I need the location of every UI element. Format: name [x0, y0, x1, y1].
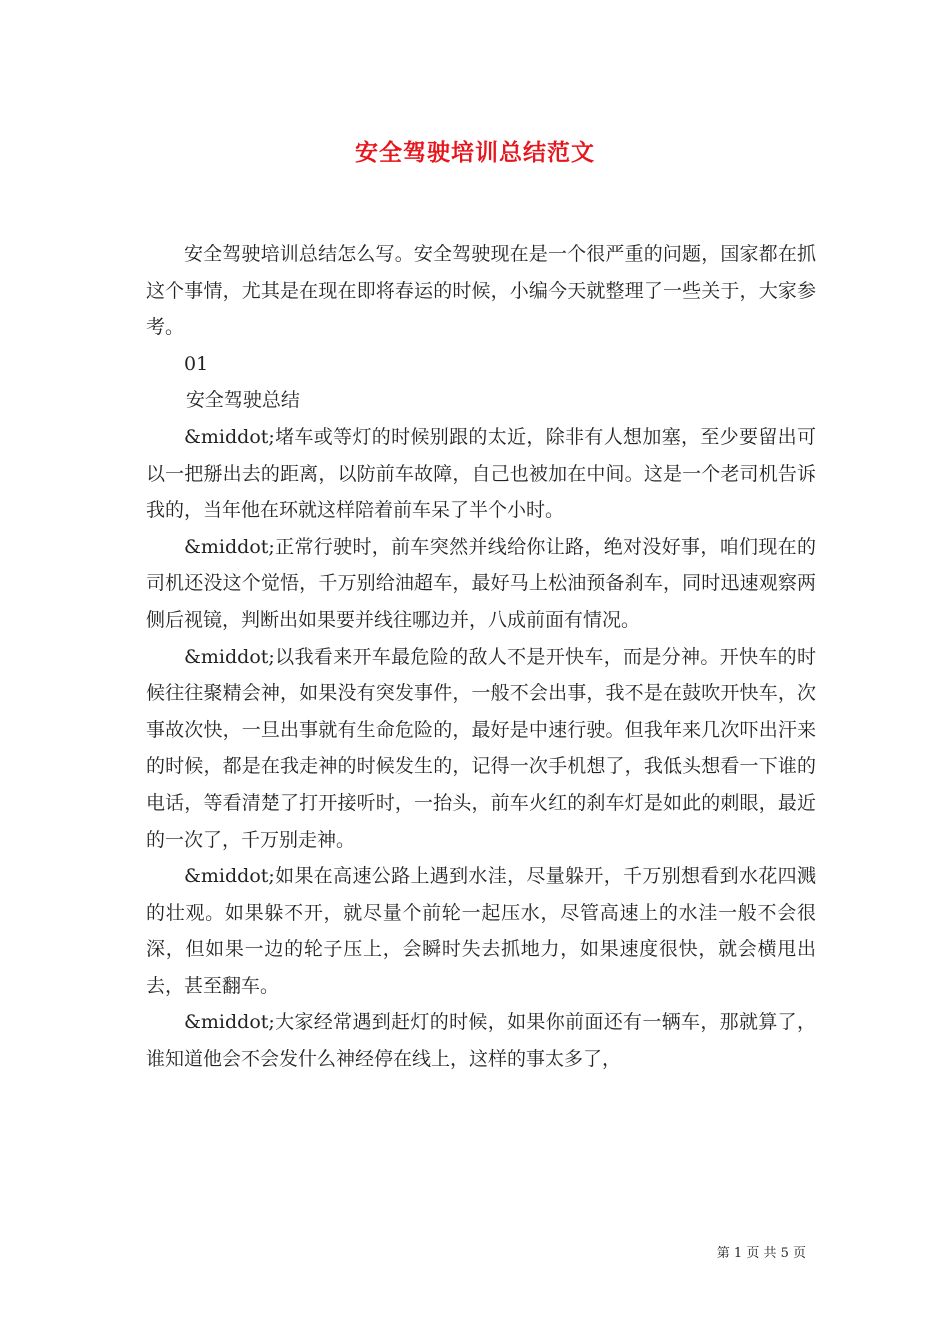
page-number-footer: 第 1 页 共 5 页	[716, 1246, 806, 1261]
tip-paragraph: &middot;大家经常遇到赶灯的时候，如果你前面还有一辆车，那就算了，谁知道他会不会发什么神经停在线上，这样的事太多了，	[146, 1011, 816, 1071]
tip-paragraph: &middot;如果在高速公路上遇到水洼，尽量躲开，千万别想看到水花四溅的壮观。如果躲不开，就尽量个前轮一起压水，尽管高速上的水洼一般不会很深，但如果一边的轮子压上，会瞬时失去抓地力，如果速度很快，就会横甩出去，甚至翻车。	[146, 865, 816, 997]
intro-paragraph: 安全驾驶培训总结怎么写。安全驾驶现在是一个很严重的问题，国家都在抓这个事情，尤其是在现在即将春运的时候，小编今天就整理了一些关于，大家参考。	[146, 243, 816, 339]
tip-paragraph: &middot;堵车或等灯的时候别跟的太近，除非有人想加塞，至少要留出可以一把掰出去的距离，以防前车故障，自己也被加在中间。这是一个老司机告诉我的，当年他在环就这样陪着前车呆了半个小时。	[146, 425, 816, 522]
section-number: 01	[184, 352, 209, 375]
tip-paragraph: &middot;正常行驶时，前车突然并线给你让路，绝对没好事，咱们现在的司机还没这个觉悟，千万别给油超车，最好马上松油预备刹车，同时迅速观察两侧后视镜，判断出如果要并线往哪边并，八成前面有情况。	[146, 535, 816, 631]
document-title: 安全驾驶培训总结范文	[355, 139, 595, 166]
document-body	[146, 236, 816, 1078]
section-heading: 安全驾驶总结	[185, 389, 300, 412]
tip-paragraph: &middot;以我看来开车最危险的敌人不是开快车，而是分神。开快车的时候往往聚精会神，如果没有突发事件，一般不会出事，我不是在鼓吹开快车，次事故次快，一旦出事就有生命危险的，最好是中速行驶。但我年来几次吓出汗来的时候，都是在我走神的时候发生的，记得一次手机想了，我低头想看一下谁的电话，等看清楚了打开接听时，一抬头，前车火红的刹车灯是如此的刺眼，最近的一次了，千万别走神。	[146, 645, 816, 851]
